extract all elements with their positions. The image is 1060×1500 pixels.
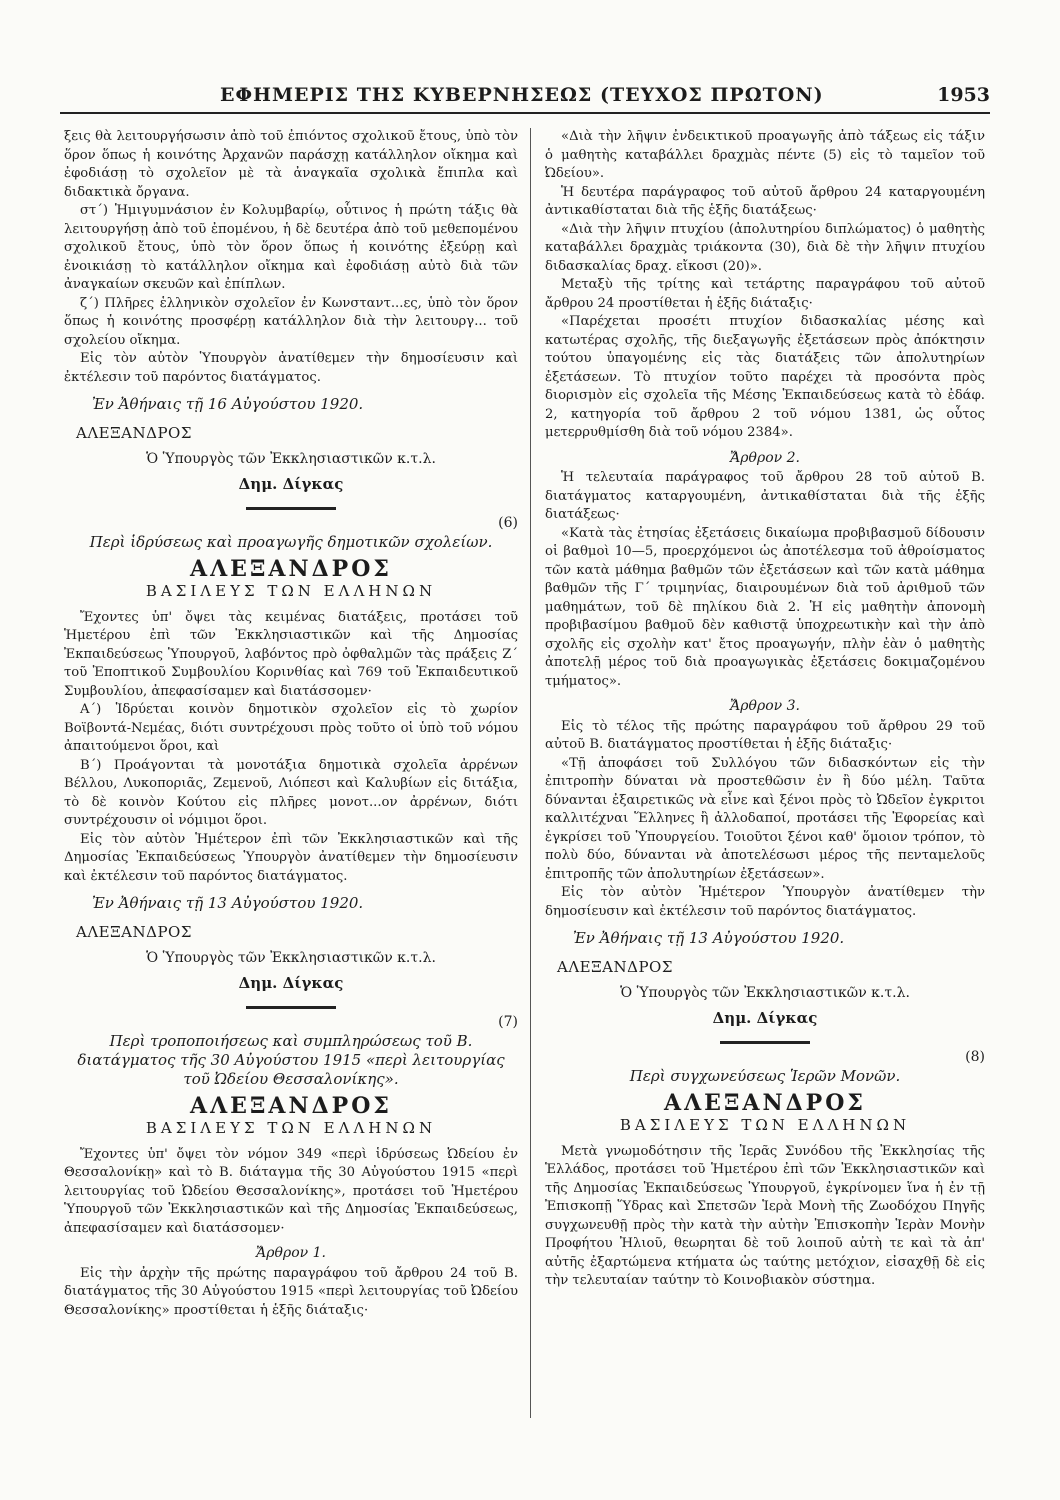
- paragraph: Μεταξὺ τῆς τρίτης καὶ τετάρτης παραγράφου τοῦ αὐτοῦ ἄρθρου 24 προστίθεται ἡ ἑξῆς διάταξις·: [545, 277, 985, 311]
- paragraph: «Τῇ ἀποφάσει τοῦ Συλλόγου τῶν διδασκόντων εἰς τὴν ἐπιτροπὴν δύναται νὰ προστεθῶσιν ἐν ἢ δύο μέλη. Ταῦτα δύνανται ἐξαιρετικῶς νὰ εἶνε καὶ ξένοι πρὸς τὸ Ὠδεῖον ἐγκριτοι καλλιτέχναι Ἕλληνες ἢ ἀλλοδαποί, προτάσει τῆς Ἐφορείας καὶ ἐγκρίσει τοῦ Ὑπουργείου. Τοιοῦτοι ξένοι καθ' ὅμοιον τρόπον, τὸ πολὺ δύο, δύνανται νὰ ἀποτελέσωσι μέρος τῆς πενταμελοῦς ἐπιτροπῆς τῶν ἀπολυτηρίων ἐξετάσεων».: [545, 755, 985, 882]
- decree-number: (7): [498, 1014, 518, 1030]
- paragraph: Ἔχοντες ὑπ' ὄψει τὰς κειμένας διατάξεις, προτάσει τοῦ Ἡμετέρου ἐπὶ τῶν Ἐκκλησιαστικῶν καὶ τῆς Δημοσίας Ἐκπαιδεύσεως Ὑπουργοῦ, λαβόντος πρὸ ὀφθαλμῶν τὰς πράξεις Ζ΄ τοῦ Ἐποπτικοῦ Συμβουλίου Κορινθίας καὶ 769 τοῦ Ἐκπαιδευτικοῦ Συμβουλίου, ἀπεφασίσαμεν καὶ διατάσσομεν·: [64, 609, 518, 699]
- paragraph: Α΄) Ἱδρύεται κοινὸν δημοτικὸν σχολεῖον εἰς τὸ χωρίον Βοϊβοντά-Νεμέας, διότι συντρέχουσι πρὸς τοῦτο οἱ ὑπὸ τοῦ νόμου ἀπαιτούμενοι ὅροι, καὶ: [64, 702, 518, 754]
- section-rule: [246, 507, 336, 510]
- paragraph: «Παρέχεται προσέτι πτυχίον διδασκαλίας μέσης καὶ κατωτέρας σχολῆς, τῆς διεξαγωγῆς ἐξετάσεων πρὸς ἀπόκτησιν τούτου ὑπαγομένης εἰς τὰς διατάξεις τῶν ἀπολυτηρίων ἐξετάσεων. Τὸ πτυχίον τοῦτο παρέχει τὰ προσόντα πρὸς διορισμὸν εἰς σχολεῖα τῆς Μέσης Ἐκπαιδεύσεως κατὰ τὸ ἐδάφ. 2, κατηγορία τοῦ ἄρθρου 2 τοῦ νόμου 1381, ὡς οὗτος μετερρυθμίσθη διὰ τοῦ νόμου 2384».: [545, 314, 985, 440]
- section-rule: [246, 1006, 336, 1009]
- paragraph: Εἰς τὸν αὐτὸν Ἡμέτερον ἐπὶ τῶν Ἐκκλησιαστικῶν καὶ τῆς Δημοσίας Ἐκπαιδεύσεως Ὑπουργὸν ἀνατίθεμεν τὴν δημοσίευσιν καὶ ἐκτέλεσιν τοῦ παρόντος διατάγματος.: [64, 831, 518, 884]
- decree-subject: Περὶ τροποποιήσεως καὶ συμπληρώσεως τοῦ Β. διατάγματος τῆς 30 Αὐγούστου 1915 «περὶ λειτουργίας τοῦ Ὠδείου Θεσσαλονίκης».: [77, 1031, 505, 1088]
- paragraph: Εἰς τὸ τέλος τῆς πρώτης παραγράφου τοῦ ἄρθρου 29 τοῦ αὐτοῦ Β. διατάγματος προστίθεται ἡ ἑξῆς διάταξις·: [545, 718, 985, 752]
- paragraph: Εἰς τὸν αὐτὸν Ἡμέτερον Ὑπουργὸν ἀνατίθεμεν τὴν δημοσίευσιν καὶ ἐκτέλεσιν τοῦ παρόντος διατάγματος.: [545, 885, 985, 919]
- king-signature: ΑΛΕΞΑΝΔΡΟΣ: [557, 957, 673, 976]
- paragraph: «Διὰ τὴν λῆψιν πτυχίου (ἀπολυτηρίου διπλώματος) ὁ μαθητὴς καταβάλλει δραχμὰς τριάκοντα (30), διὰ δὲ τὴν λῆψιν πτυχίου διδασκαλίας δραχ. εἴκοσι (20)».: [545, 221, 985, 274]
- king-subheading: ΒΑΣΙΛΕΥΣ ΤΩΝ ΕΛΛΗΝΩΝ: [145, 1119, 437, 1137]
- paragraph: Ἡ τελευταία παράγραφος τοῦ ἄρθρου 28 τοῦ αὐτοῦ Β. διατάγματος καταργουμένη, ἀντικαθίσταται διὰ τῆς ἑξῆς διατάξεως·: [545, 470, 985, 522]
- king-signature: ΑΛΕΞΑΝΔΡΟΣ: [76, 423, 192, 442]
- column-divider: [530, 128, 531, 1418]
- right-column: [545, 128, 985, 1291]
- paragraph: στ΄) Ἡμιγυμνάσιον ἐν Κολυμβαρίῳ, οὗτινος ἡ πρώτη τάξις θὰ λειτουργήσῃ ἀπὸ τοῦ ἐπομένου, ἡ δὲ δευτέρα ἀπὸ τοῦ μεθεπομένου σχολικοῦ ἔτους, ὑπὸ τὸν ὅρον ὅπως ἡ κοινότης ἐξεύρῃ καὶ ἐνοικιάσῃ τὸ κατάλληλον οἴκημα καὶ ἐφοδιάσῃ αὐτὸ διὰ τῶν ἀναγκαίων σκευῶν καὶ ἐπίπλων.: [64, 203, 518, 292]
- paragraph: Μετὰ γνωμοδότησιν τῆς Ἱερᾶς Συνόδου τῆς Ἐκκλησίας τῆς Ἑλλάδος, προτάσει τοῦ Ἡμετέρου ἐπὶ τῶν Ἐκκλησιαστικῶν καὶ τῆς Δημοσίας Ἐκπαιδεύσεως Ὑπουργοῦ, ἐγκρίνομεν ἵνα ἡ ἐν τῇ Ἐπισκοπῇ Ὕδρας καὶ Σπετσῶν Ἱερὰ Μονὴ τῆς Ζωοδόχου Πηγῆς συγχωνευθῇ πρὸς τὴν κατὰ τὴν αὐτὴν Ἐπισκοπὴν Ἱερὰν Μονὴν Προφήτου Ἠλιοῦ, θεωρηται δὲ τοῦ λοιποῦ αὐτὴ τε καὶ τὰ ἀπ' αὐτῆς ἐξαρτώμενα κτήματα ὡς ταύτης μετόχιον, εἰσαχθῇ δὲ εἰς τὴν τελευταίαν ταύτην τὸ Κοινοβιακὸν σύστημα.: [545, 1143, 985, 1288]
- king-heading: ΑΛΕΞΑΝΔΡΟΣ: [190, 555, 392, 582]
- decree-subject: Περὶ συγχωνεύσεως Ἱερῶν Μονῶν.: [629, 1066, 901, 1085]
- king-heading: ΑΛΕΞΑΝΔΡΟΣ: [664, 1089, 866, 1116]
- minister-title: Ὁ Ὑπουργὸς τῶν Ἐκκλησιαστικῶν κ.τ.λ.: [146, 950, 436, 966]
- paragraph: Ἡ δευτέρα παράγραφος τοῦ αὐτοῦ ἄρθρου 24 καταργουμένη ἀντικαθίσταται διὰ τῆς ἑξῆς διατάξεως·: [545, 184, 985, 218]
- minister-title: Ὁ Ὑπουργὸς τῶν Ἐκκλησιαστικῶν κ.τ.λ.: [146, 451, 436, 467]
- header-rule: [60, 112, 990, 114]
- king-subheading: ΒΑΣΙΛΕΥΣ ΤΩΝ ΕΛΛΗΝΩΝ: [145, 582, 437, 600]
- decree-date: Ἐν Ἀθήναις τῇ 13 Αὐγούστου 1920.: [573, 929, 845, 947]
- minister-signature: Δημ. Δίγκας: [238, 474, 344, 493]
- page-number: 1953: [937, 84, 990, 106]
- king-signature: ΑΛΕΞΑΝΔΡΟΣ: [76, 922, 192, 941]
- paragraph: ξεις θὰ λειτουργήσωσιν ἀπὸ τοῦ ἐπιόντος σχολικοῦ ἔτους, ὑπὸ τὸν ὅρον ὅπως ἡ κοινότης Ἀρχανῶν παράσχῃ κατάλληλον οἴκημα καὶ ἐφοδιάσῃ τὸ σχολεῖον μὲ τὰ ἀναγκαῖα σχολικὰ ἔπιπλα καὶ διδακτικὰ ὄργανα.: [64, 129, 518, 200]
- gazette-title: ΕΦΗΜΕΡΙΣ ΤΗΣ ΚΥΒΕΡΝΗΣΕΩΣ (ΤΕΥΧΟΣ ΠΡΩΤΟΝ): [220, 84, 824, 106]
- paragraph: «Διὰ τὴν λῆψιν ἐνδεικτικοῦ προαγωγῆς ἀπὸ τάξεως εἰς τάξιν ὁ μαθητὴς καταβάλλει δραχμὰς πέντε (5) εἰς τὸ ταμεῖον τοῦ Ὠδείου».: [545, 129, 985, 181]
- minister-signature: Δημ. Δίγκας: [712, 1008, 818, 1027]
- decree-date: Ἐν Ἀθήναις τῇ 13 Αὐγούστου 1920.: [92, 894, 364, 912]
- article-heading: Ἄρθρον 3.: [730, 698, 800, 714]
- king-heading: ΑΛΕΞΑΝΔΡΟΣ: [190, 1092, 392, 1119]
- decree-date: Ἐν Ἀθήναις τῇ 16 Αὐγούστου 1920.: [92, 395, 364, 413]
- paragraph: Εἰς τὴν ἀρχὴν τῆς πρώτης παραγράφου τοῦ ἄρθρου 24 τοῦ Β. διατάγματος τῆς 30 Αὐγούστου 1915 «περὶ λειτουργίας τοῦ Ὠδείου Θεσσαλονίκης» προστίθεται ἡ ἑξῆς διάταξις·: [64, 1265, 518, 1318]
- decree-subject: Περὶ ἱδρύσεως καὶ προαγωγῆς δημοτικῶν σχολείων.: [89, 532, 493, 551]
- article-heading: Ἄρθρον 1.: [256, 1245, 326, 1261]
- paragraph: Ἔχοντες ὑπ' ὄψει τὸν νόμον 349 «περὶ ἱδρύσεως Ὠδείου ἐν Θεσσαλονίκῃ» καὶ τὸ Β. διάταγμα τῆς 30 Αὐγούστου 1915 «περὶ λειτουργίας τοῦ Ὠδείου Θεσσαλονίκης», προτάσει τοῦ Ἡμετέρου Ὑπουργοῦ τῶν Ἐκκλησιαστικῶν καὶ τῆς Δημοσίας Ἐκπαιδεύσεως, ἀπεφασίσαμεν καὶ διατάσσομεν·: [64, 1146, 518, 1236]
- paragraph: «Κατὰ τὰς ἐτησίας ἐξετάσεις δικαίωμα προβιβασμοῦ δίδουσιν οἱ βαθμοὶ 10—5, προερχόμενοι ὡς ἀποτέλεσμα τοῦ ἀθροίσματος τῶν κατὰ μάθημα βαθμῶν τῶν ἐξετάσεων καὶ τῶν κατὰ μάθημα βαθμῶν τῆς Γ΄ τριμηνίας, διαιρουμένων διὰ τοῦ ἀριθμοῦ τῶν μαθημάτων, τοῦ δὲ πηλίκου διὰ 2. Ἡ εἰς μαθητὴν ἀπονομὴ προβιβασίμου βαθμοῦ δὲν καθιστᾷ ὑποχρεωτικὴν καὶ τὴν ἀπὸ σχολῆς εἰς σχολὴν κατ' ἔτος προαγωγήν, πλὴν ἐὰν ὁ μαθητὴς ἀποτελῇ μέρος τοῦ διὰ προαγωγικὰς ἐξετάσεις δοκιμαζομένου τμήματος».: [545, 525, 985, 689]
- section-rule: [720, 1041, 810, 1044]
- paragraph: ζ΄) Πλῆρες ἑλληνικὸν σχολεῖον ἐν Κωνσταντ...ες, ὑπὸ τὸν ὅρον ὅπως ἡ κοινότης προσφέρῃ κατάλληλον διὰ τὴν λειτουργ... τοῦ σχολείου οἴκημα.: [64, 295, 518, 348]
- minister-title: Ὁ Ὑπουργὸς τῶν Ἐκκλησιαστικῶν κ.τ.λ.: [620, 985, 910, 1001]
- paragraph: Β΄) Προάγονται τὰ μονοτάξια δημοτικὰ σχολεῖα ἀρρένων Βέλλου, Λυκοποριᾶς, Ζεμενοῦ, Λιόπεσι καὶ Καλυβίων εἰς διτάξια, τὸ δὲ κοινὸν Κούτου εἰς πλῆρες μονοτ...ον ἀρρένων, διότι συντρέχουσιν οἱ νόμιμοι ὅροι.: [64, 757, 518, 828]
- decree-number: (8): [965, 1049, 985, 1065]
- page-header: [60, 74, 990, 110]
- decree-number: (6): [498, 515, 518, 531]
- left-column: [64, 128, 518, 1320]
- king-subheading: ΒΑΣΙΛΕΥΣ ΤΩΝ ΕΛΛΗΝΩΝ: [619, 1116, 911, 1134]
- minister-signature: Δημ. Δίγκας: [238, 973, 344, 992]
- article-heading: Ἄρθρον 2.: [730, 449, 800, 466]
- paragraph: Εἰς τὸν αὐτὸν Ὑπουργὸν ἀνατίθεμεν τὴν δημοσίευσιν καὶ ἐκτέλεσιν τοῦ παρόντος διατάγματος.: [64, 351, 518, 385]
